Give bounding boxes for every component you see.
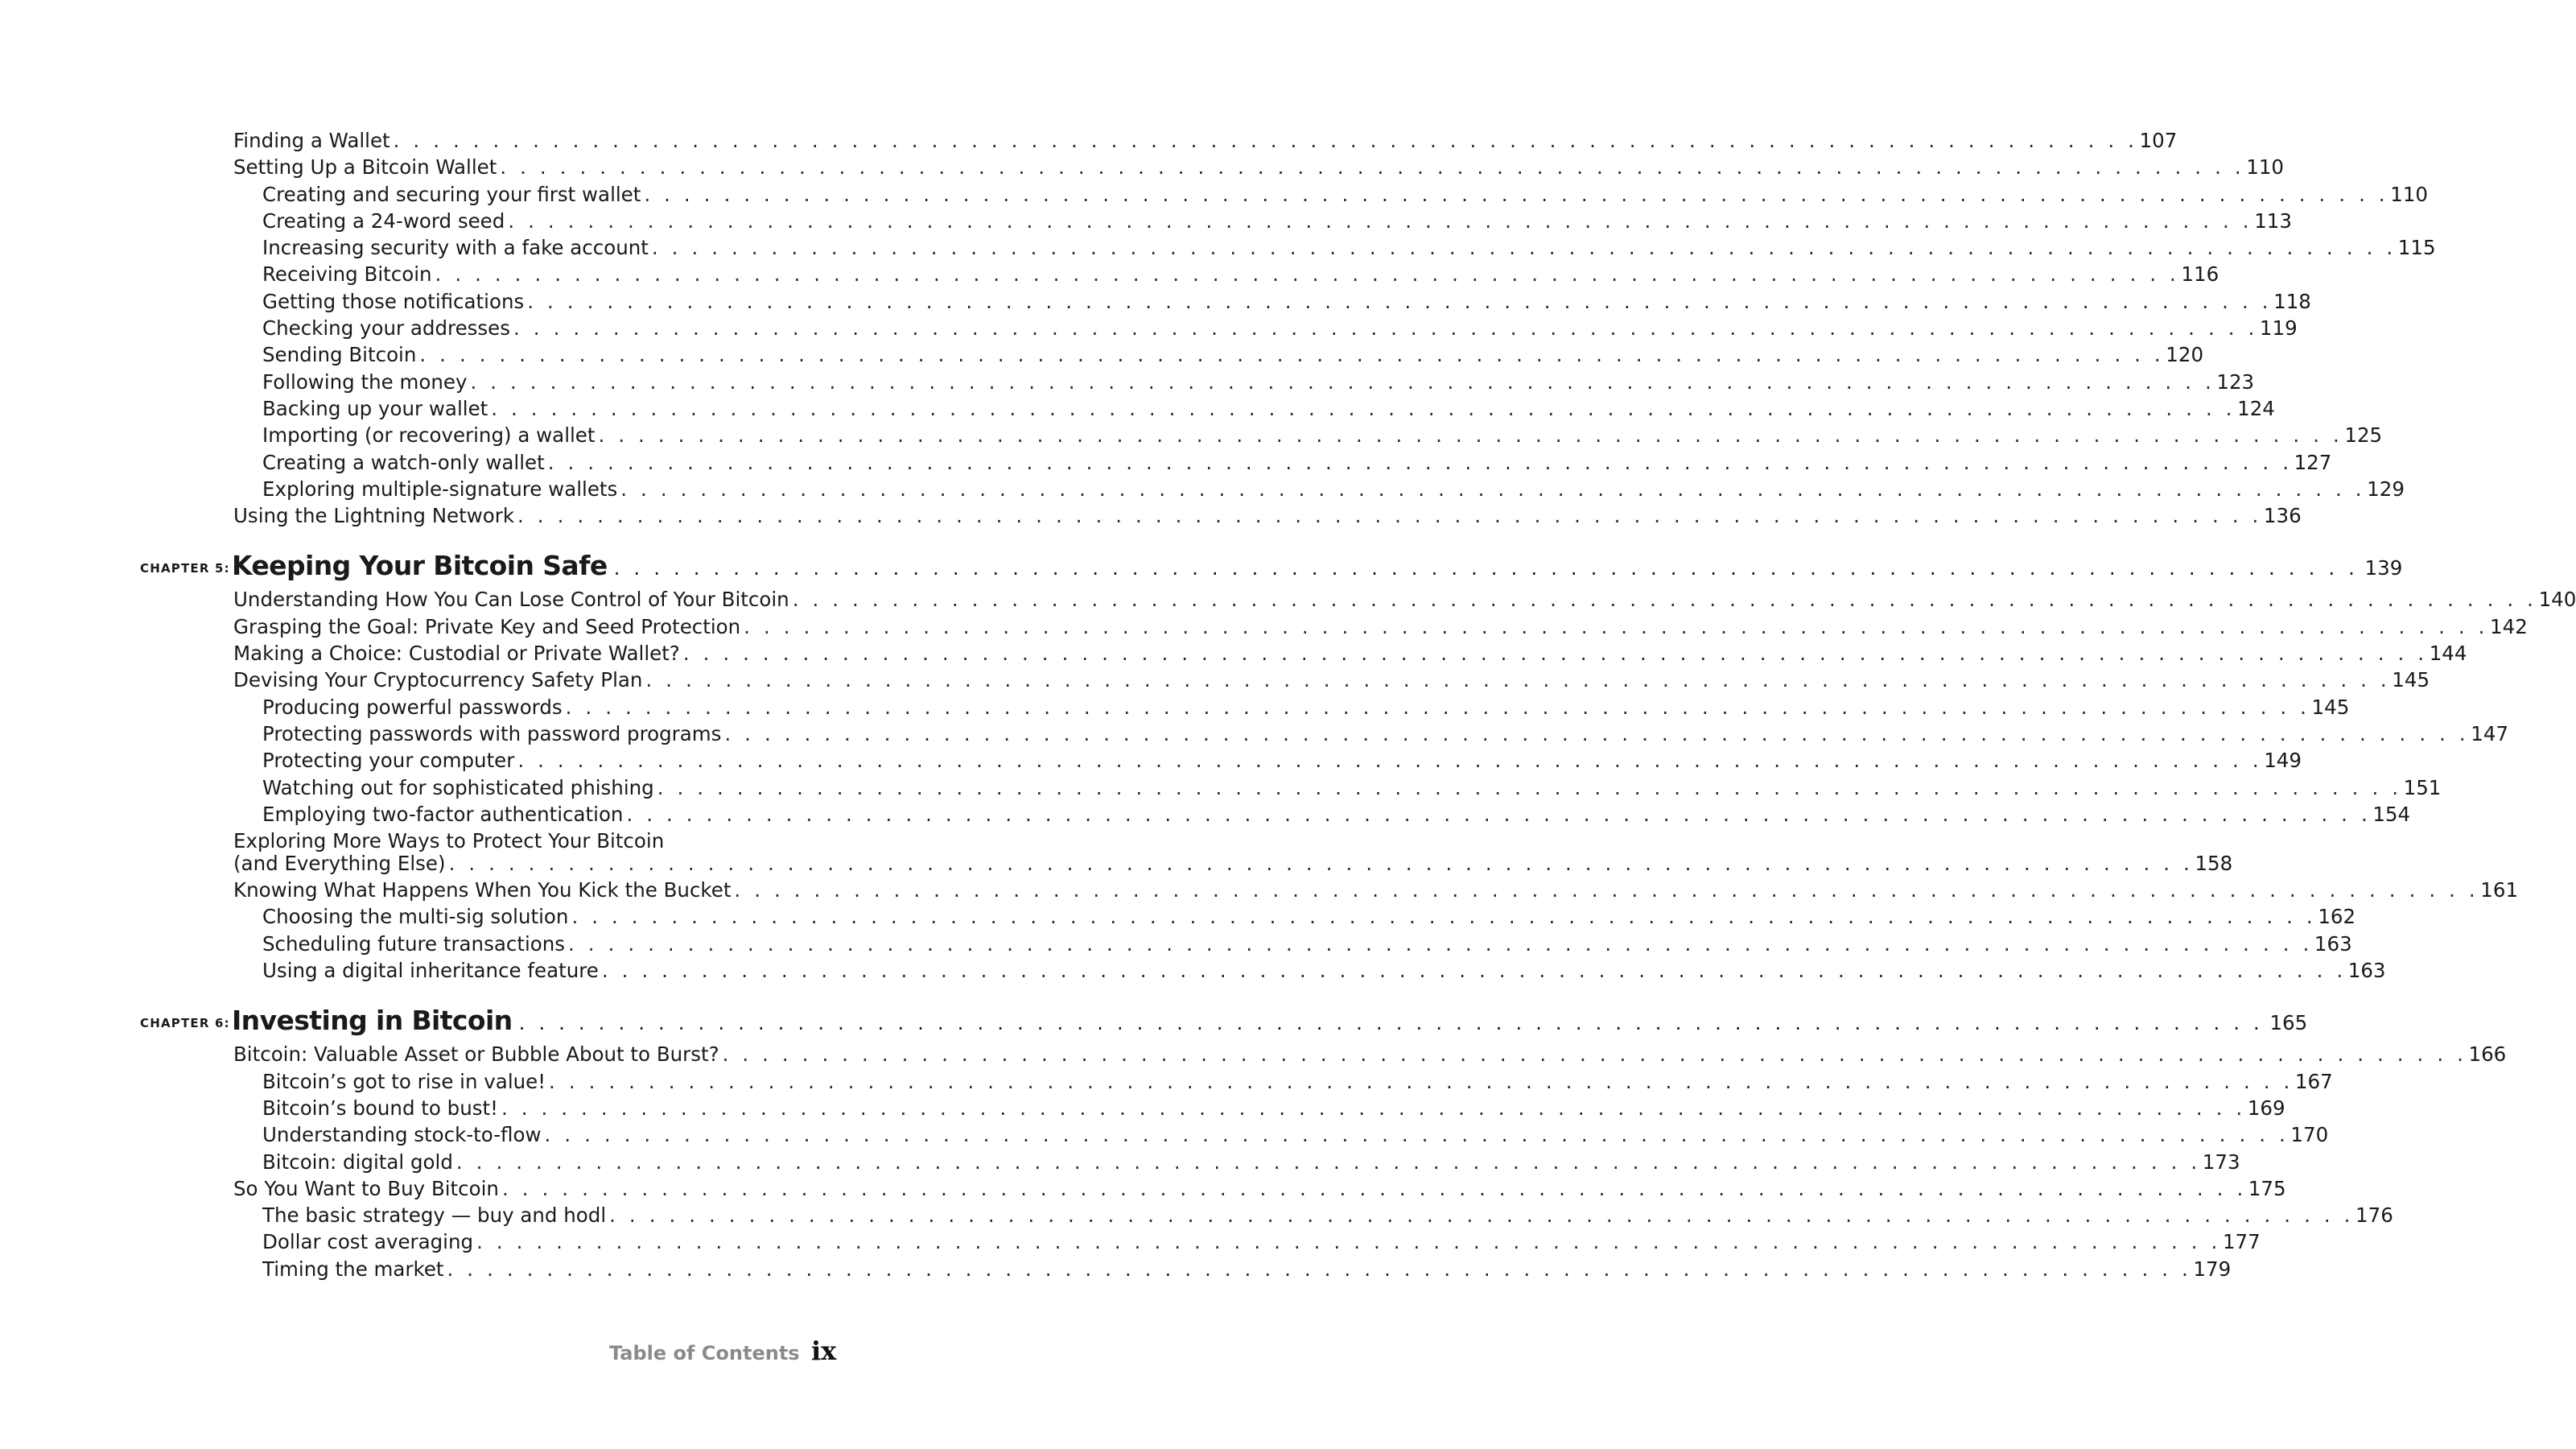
entry-title: Creating a 24-word seed — [262, 208, 505, 233]
entry-page-number: 123 — [2216, 369, 2255, 394]
table-of-contents — [0, 127, 2576, 1282]
entry-title: Increasing security with a fake account — [262, 236, 649, 260]
leader-dots: . . . . . . . . . . . . . . . . . . . . . . . . . . . . . . . . . . . . . . . . . . . . . . . . . . . . . . . . . . . . . . . . . . . . . . . . . . . . . . . . . . . . . . . . — [435, 262, 2180, 287]
toc-entry[interactable] — [0, 208, 2292, 234]
toc-entry[interactable] — [0, 1068, 2333, 1095]
page-number: ix — [811, 1335, 837, 1366]
toc-entry-two-line[interactable] — [0, 828, 2233, 877]
entry-title: Bitcoin’s got to rise in value! — [262, 1069, 546, 1093]
entry-title: Scheduling future transactions — [262, 931, 566, 956]
leader-dots: . . . . . . . . . . . . . . . . . . . . . . . . . . . . . . . . . . . . . . . . . . . . . . . . . . . . . . . . . . . . . . . . . . . . . . . . . . . . . . . . . . . . . . . . — [609, 1203, 2355, 1228]
entry-title: Creating and securing your first wallet — [262, 182, 641, 206]
entry-page-number: 110 — [2246, 155, 2284, 180]
leader-dots: . . . . . . . . . . . . . . . . . . . . . . . . . . . . . . . . . . . . . . . . . . . . . . . . . . . . . . . . . . . . . . . . . . . . . . . . . . . . . . . . . . . . . . . . — [657, 775, 2402, 799]
entry-page-number: 147 — [2471, 721, 2509, 745]
toc-entry[interactable] — [0, 747, 2302, 774]
toc-entry[interactable] — [0, 288, 2311, 315]
leader-dots: . . . . . . . . . . . . . . . . . . . . . . . . . . . . . . . . . . . . . . . . . . . . . . . . . . . . . . . . . . . . . . . . . . . . . . . . . . . . . . . . . . . . . . . . — [470, 369, 2215, 394]
entry-title: Grasping the Goal: Private Key and Seed Protection — [233, 614, 741, 638]
leader-dots: . . . . . . . . . . . . . . . . . . . . . . . . . . . . . . . . . . . . . . . . . . . . . . . . . . . . . . . . . . . . . . . . . . . . . . . . . . . . . . . . . . . . . . . . — [517, 749, 2263, 773]
entry-title: Setting Up a Bitcoin Wallet — [233, 155, 497, 180]
entry-page-number: 120 — [2166, 343, 2204, 367]
toc-entry[interactable] — [0, 181, 2428, 208]
entry-page-number: 129 — [2367, 477, 2405, 501]
entry-page-number: 142 — [2490, 614, 2528, 638]
toc-entry[interactable] — [0, 1202, 2393, 1228]
entry-title: Understanding How You Can Lose Control of Your Bitcoin — [233, 588, 789, 612]
leader-dots: . . . . . . . . . . . . . . . . . . . . . . . . . . . . . . . . . . . . . . . . . . . . . . . . . . . . . . . . . . . . . . . . . . . . . . . . . . . . . . . . . . . . . . . . — [626, 802, 2372, 826]
entry-page-number: 175 — [2248, 1176, 2286, 1200]
entry-title: Using a digital inheritance feature — [262, 959, 599, 983]
entry-page-number: 145 — [2392, 668, 2430, 692]
chapter-title: Investing in Bitcoin — [232, 1005, 513, 1037]
entry-page-number: 163 — [2347, 959, 2386, 983]
chapter-6-entries — [0, 1041, 2507, 1282]
entry-title: Finding a Wallet — [233, 129, 390, 152]
running-footer-label: Table of Contents — [609, 1342, 800, 1364]
leader-dots: . . . . . . . . . . . . . . . . . . . . . . . . . . . . . . . . . . . . . . . . . . . . . . . . . . . . . . . . . . . . . . . . . . . . . . . . . . . . . . . . . . . . . . . . — [508, 208, 2253, 233]
chapter-label: CHAPTER 6: — [140, 1016, 230, 1031]
entry-title-line-2: (and Everything Else) — [233, 852, 446, 876]
chapter-label: CHAPTER 5: — [140, 561, 230, 576]
entry-title: Bitcoin: digital gold — [262, 1150, 453, 1174]
toc-entry[interactable] — [0, 341, 2204, 368]
leader-dots: . . . . . . . . . . . . . . . . . . . . . . . . . . . . . . . . . . . . . . . . . . . . . . . . . . . . . . . . . . . . . . . . . . . . . . . . . . . . . . . . . . . . . . . . — [419, 343, 2165, 367]
chapter-title: Keeping Your Bitcoin Safe — [232, 550, 608, 582]
toc-entry[interactable] — [0, 877, 2519, 903]
entry-title: So You Want to Buy Bitcoin — [233, 1176, 499, 1200]
entry-title: Understanding stock-to-flow — [262, 1123, 542, 1147]
entry-page-number: 115 — [2397, 236, 2436, 260]
toc-entry[interactable] — [0, 395, 2275, 422]
leader-dots: . . . . . . . . . . . . . . . . . . . . . . . . . . . . . . . . . . . . . . . . . . . . . . . . . . . . . . . . . . . . . . . . . . . . . . . . . . . . . . . . . . . . . . . . — [734, 878, 2479, 902]
toc-entry[interactable] — [0, 449, 2332, 476]
toc-entry[interactable] — [0, 957, 2386, 984]
entry-title: Sending Bitcoin — [262, 343, 417, 367]
leader-dots: . . . . . . . . . . . . . . . . . . . . . . . . . . . . . . . . . . . . . . . . . . . . . . . . . . . . . . . . . . . . . . . . . . . . . . . . . . . . . . . . . . . . . . . . — [613, 556, 2359, 580]
entry-title: Knowing What Happens When You Kick the Bucket — [233, 878, 732, 902]
toc-entry[interactable] — [0, 931, 2352, 957]
toc-entry[interactable] — [0, 613, 2528, 640]
chapter-heading-5[interactable] — [0, 549, 2403, 583]
entry-title: The basic strategy — buy and hodl — [262, 1203, 607, 1228]
leader-dots: . . . . . . . . . . . . . . . . . . . . . . . . . . . . . . . . . . . . . . . . . . . . . . . . . . . . . . . . . . . . . . . . . . . . . . . . . . . . . . . . . . . . . . . . — [547, 450, 2293, 474]
entry-page-number: 125 — [2344, 423, 2383, 448]
entry-title-line-1: Exploring More Ways to Protect Your Bitcoin — [233, 829, 665, 853]
entry-page-number: 166 — [2468, 1042, 2507, 1067]
leader-dots: . . . . . . . . . . . . . . . . . . . . . . . . . . . . . . . . . . . . . . . . . . . . . . . . . . . . . . . . . . . . . . . . . . . . . . . . . . . . . . . . . . . . . . . . — [513, 316, 2258, 341]
entry-title: Bitcoin: Valuable Asset or Bubble About to Burst? — [233, 1042, 719, 1067]
entry-title: Receiving Bitcoin — [262, 262, 432, 287]
entry-page-number: 158 — [2195, 852, 2233, 876]
entry-page-number: 116 — [2181, 262, 2219, 287]
entry-title: Bitcoin’s bound to bust! — [262, 1096, 498, 1120]
entry-page-number: 113 — [2254, 208, 2292, 233]
toc-section-chapter-4-continued — [0, 127, 2436, 529]
toc-entry[interactable] — [0, 801, 2411, 828]
entry-page-number: 151 — [2403, 775, 2442, 799]
entry-title: Protecting passwords with password programs — [262, 721, 722, 745]
toc-entry[interactable] — [0, 422, 2383, 448]
entry-page-number: 124 — [2237, 396, 2275, 420]
entry-page-number: 154 — [2372, 802, 2411, 826]
entry-title: Using the Lightning Network — [233, 504, 515, 528]
toc-entry[interactable] — [0, 369, 2255, 395]
leader-dots: . . . . . . . . . . . . . . . . . . . . . . . . . . . . . . . . . . . . . . . . . . . . . . . . . . . . . . . . . . . . . . . . . . . . . . . . . . . . . . . . . . . . . . . . — [501, 1096, 2246, 1120]
toc-entry[interactable] — [0, 315, 2298, 341]
entry-title: Getting those notifications — [262, 289, 525, 313]
leader-dots: . . . . . . . . . . . . . . . . . . . . . . . . . . . . . . . . . . . . . . . . . . . . . . . . . . . . . . . . . . . . . . . . . . . . . . . . . . . . . . . . . . . . . . . . — [476, 1230, 2221, 1254]
toc-entry[interactable] — [0, 1041, 2507, 1067]
leader-dots: . . . . . . . . . . . . . . . . . . . . . . . . . . . . . . . . . . . . . . . . . . . . . . . . . . . . . . . . . . . . . . . . . . . . . . . . . . . . . . . . . . . . . . . . — [527, 289, 2273, 313]
leader-dots: . . . . . . . . . . . . . . . . . . . . . . . . . . . . . . . . . . . . . . . . . . . . . . . . . . . . . . . . . . . . . . . . . . . . . . . . . . . . . . . . . . . . . . . . — [393, 129, 2138, 152]
leader-dots: . . . . . . . . . . . . . . . . . . . . . . . . . . . . . . . . . . . . . . . . . . . . . . . . . . . . . . . . . . . . . . . . . . . . . . . . . . . . . . . . . . . . . . . . — [744, 614, 2489, 638]
entry-page-number: 176 — [2355, 1203, 2393, 1228]
toc-entry[interactable] — [0, 127, 2178, 154]
leader-dots: . . . . . . . . . . . . . . . . . . . . . . . . . . . . . . . . . . . . . . . . . . . . . . . . . . . . . . . . . . . . . . . . . . . . . . . . . . . . . . . . . . . . . . . . — [722, 1042, 2467, 1067]
entry-title: Watching out for sophisticated phishing — [262, 775, 654, 799]
leader-dots: . . . . . . . . . . . . . . . . . . . . . . . . . . . . . . . . . . . . . . . . . . . . . . . . . . . . . . . . . . . . . . . . . . . . . . . . . . . . . . . . . . . . . . . . — [571, 905, 2317, 929]
entry-page-number: 170 — [2290, 1123, 2329, 1147]
entry-page-number: 119 — [2259, 316, 2298, 341]
entry-title: Employing two-factor authentication — [262, 802, 624, 826]
leader-dots: . . . . . . . . . . . . . . . . . . . . . . . . . . . . . . . . . . . . . . . . . . . . . . . . . . . . . . . . . . . . . . . . . . . . . . . . . . . . . . . . . . . . . . . . — [500, 155, 2245, 180]
toc-entry[interactable] — [0, 261, 2219, 287]
toc-entry[interactable] — [0, 720, 2509, 747]
entry-page-number: 167 — [2294, 1069, 2333, 1093]
entry-page-number: 136 — [2263, 504, 2302, 528]
leader-dots: . . . . . . . . . . . . . . . . . . . . . . . . . . . . . . . . . . . . . . . . . . . . . . . . . . . . . . . . . . . . . . . . . . . . . . . . . . . . . . . . . . . . . . . . — [792, 588, 2537, 612]
leader-dots: . . . . . . . . . . . . . . . . . . . . . . . . . . . . . . . . . . . . . . . . . . . . . . . . . . . . . . . . . . . . . . . . . . . . . . . . . . . . . . . . . . . . . . . . — [517, 504, 2262, 528]
toc-entry[interactable] — [0, 1228, 2261, 1255]
toc-entry[interactable] — [0, 476, 2405, 502]
leader-dots: . . . . . . . . . . . . . . . . . . . . . . . . . . . . . . . . . . . . . . . . . . . . . . . . . . . . . . . . . . . . . . . . . . . . . . . . . . . . . . . . . . . . . . . . — [682, 642, 2428, 666]
toc-entry[interactable] — [0, 774, 2442, 801]
entry-title: Following the money — [262, 369, 468, 394]
entry-page-number: 145 — [2311, 695, 2350, 719]
toc-entry[interactable] — [0, 903, 2356, 930]
toc-entry[interactable] — [0, 586, 2576, 613]
entry-page-number: 107 — [2139, 129, 2178, 152]
toc-entry[interactable] — [0, 154, 2284, 180]
entry-title: Making a Choice: Custodial or Private Wallet? — [233, 642, 680, 666]
entry-page-number: 140 — [2538, 588, 2576, 612]
toc-entry[interactable] — [0, 640, 2467, 667]
toc-entry[interactable] — [0, 1149, 2240, 1175]
chapter-5-entries-continued — [0, 877, 2519, 984]
leader-dots: . . . . . . . . . . . . . . . . . . . . . . . . . . . . . . . . . . . . . . . . . . . . . . . . . . . . . . . . . . . . . . . . . . . . . . . . . . . . . . . . . . . . . . . . — [455, 1150, 2201, 1174]
entry-page-number: 177 — [2222, 1230, 2261, 1254]
entry-title: Devising Your Cryptocurrency Safety Plan — [233, 668, 643, 692]
chapter-heading-6[interactable] — [0, 1004, 2308, 1038]
leader-dots: . . . . . . . . . . . . . . . . . . . . . . . . . . . . . . . . . . . . . . . . . . . . . . . . . . . . . . . . . . . . . . . . . . . . . . . . . . . . . . . . . . . . . . . . — [549, 1069, 2294, 1093]
entry-title: Checking your addresses — [262, 316, 511, 341]
toc-entry[interactable] — [0, 1256, 2232, 1282]
chapter-page-number: 165 — [2269, 1011, 2308, 1035]
entry-title: Creating a watch-only wallet — [262, 450, 545, 474]
leader-dots: . . . . . . . . . . . . . . . . . . . . . . . . . . . . . . . . . . . . . . . . . . . . . . . . . . . . . . . . . . . . . . . . . . . . . . . . . . . . . . . . . . . . . . . . — [501, 1176, 2247, 1200]
entry-title: Dollar cost averaging — [262, 1230, 474, 1254]
leader-dots: . . . . . . . . . . . . . . . . . . . . . . . . . . . . . . . . . . . . . . . . . . . . . . . . . . . . . . . . . . . . . . . . . . . . . . . . . . . . . . . . . . . . . . . . — [565, 695, 2310, 719]
leader-dots: . . . . . . . . . . . . . . . . . . . . . . . . . . . . . . . . . . . . . . . . . . . . . . . . . . . . . . . . . . . . . . . . . . . . . . . . . . . . . . . . . . . . . . . . — [544, 1123, 2290, 1147]
leader-dots: . . . . . . . . . . . . . . . . . . . . . . . . . . . . . . . . . . . . . . . . . . . . . . . . . . . . . . . . . . . . . . . . . . . . . . . . . . . . . . . . . . . . . . . . — [598, 423, 2343, 448]
toc-entry[interactable] — [0, 1121, 2329, 1148]
leader-dots: . . . . . . . . . . . . . . . . . . . . . . . . . . . . . . . . . . . . . . . . . . . . . . . . . . . . . . . . . . . . . . . . . . . . . . . . . . . . . . . . . . . . . . . . — [644, 182, 2389, 206]
entry-title: Importing (or recovering) a wallet — [262, 423, 596, 448]
toc-entry[interactable] — [0, 502, 2302, 529]
leader-dots: . . . . . . . . . . . . . . . . . . . . . . . . . . . . . . . . . . . . . . . . . . . . . . . . . . . . . . . . . . . . . . . . . . . . . . . . . . . . . . . . . . . . . . . . — [447, 1257, 2192, 1281]
chapter-page-number: 139 — [2364, 556, 2403, 580]
entry-page-number: 169 — [2247, 1096, 2285, 1120]
entry-page-number: 110 — [2390, 182, 2428, 206]
entry-page-number: 118 — [2273, 289, 2311, 313]
leader-dots: . . . . . . . . . . . . . . . . . . . . . . . . . . . . . . . . . . . . . . . . . . . . . . . . . . . . . . . . . . . . . . . . . . . . . . . . . . . . . . . . . . . . . . . . — [601, 959, 2347, 983]
entry-page-number: 163 — [2314, 931, 2352, 956]
entry-title: Backing up your wallet — [262, 396, 488, 420]
leader-dots: . . . . . . . . . . . . . . . . . . . . . . . . . . . . . . . . . . . . . . . . . . . . . . . . . . . . . . . . . . . . . . . . . . . . . . . . . . . . . . . . . . . . . . . . — [645, 668, 2391, 692]
toc-entry[interactable] — [0, 234, 2436, 261]
entry-page-number: 149 — [2264, 749, 2302, 773]
toc-entry[interactable] — [0, 694, 2350, 720]
entry-title: Protecting your computer — [262, 749, 515, 773]
leader-dots: . . . . . . . . . . . . . . . . . . . . . . . . . . . . . . . . . . . . . . . . . . . . . . . . . . . . . . . . . . . . . . . . . . . . . . . . . . . . . . . . . . . . . . . . — [724, 721, 2470, 745]
entry-page-number: 144 — [2429, 642, 2467, 666]
entry-page-number: 179 — [2193, 1257, 2232, 1281]
entry-title: Producing powerful passwords — [262, 695, 563, 719]
entry-page-number: 173 — [2202, 1150, 2240, 1174]
toc-entry[interactable] — [0, 667, 2430, 693]
leader-dots: . . . . . . . . . . . . . . . . . . . . . . . . . . . . . . . . . . . . . . . . . . . . . . . . . . . . . . . . . . . . . . . . . . . . . . . . . . . . . . . . . . . . . . . . — [518, 1011, 2264, 1035]
entry-title: Exploring multiple-signature wallets — [262, 477, 618, 501]
entry-page-number: 162 — [2318, 905, 2356, 929]
toc-entry[interactable] — [0, 1175, 2286, 1202]
chapter-5-entries — [0, 586, 2576, 828]
entry-title: Timing the market — [262, 1257, 444, 1281]
leader-dots: . . . . . . . . . . . . . . . . . . . . . . . . . . . . . . . . . . . . . . . . . . . . . . . . . . . . . . . . . . . . . . . . . . . . . . . . . . . . . . . . . . . . . . . . — [620, 477, 2366, 501]
toc-entry[interactable] — [0, 1095, 2285, 1121]
entry-page-number: 127 — [2294, 450, 2332, 474]
leader-dots: . . . . . . . . . . . . . . . . . . . . . . . . . . . . . . . . . . . . . . . . . . . . . . . . . . . . . . . . . . . . . . . . . . . . . . . . . . . . . . . . . . . . . . . . — [651, 236, 2397, 260]
leader-dots: . . . . . . . . . . . . . . . . . . . . . . . . . . . . . . . . . . . . . . . . . . . . . . . . . . . . . . . . . . . . . . . . . . . . . . . . . . . . . . . . . . . . . . . . — [568, 931, 2313, 956]
leader-dots: . . . . . . . . . . . . . . . . . . . . . . . . . . . . . . . . . . . . . . . . . . . . . . . . . . . . . . . . . . . . . . . . . . . . . . . . . . . . . . . . . . . . . . . . — [448, 852, 2194, 876]
entry-page-number: 161 — [2480, 878, 2519, 902]
leader-dots: . . . . . . . . . . . . . . . . . . . . . . . . . . . . . . . . . . . . . . . . . . . . . . . . . . . . . . . . . . . . . . . . . . . . . . . . . . . . . . . . . . . . . . . . — [491, 396, 2236, 420]
entry-title: Choosing the multi-sig solution — [262, 905, 569, 929]
